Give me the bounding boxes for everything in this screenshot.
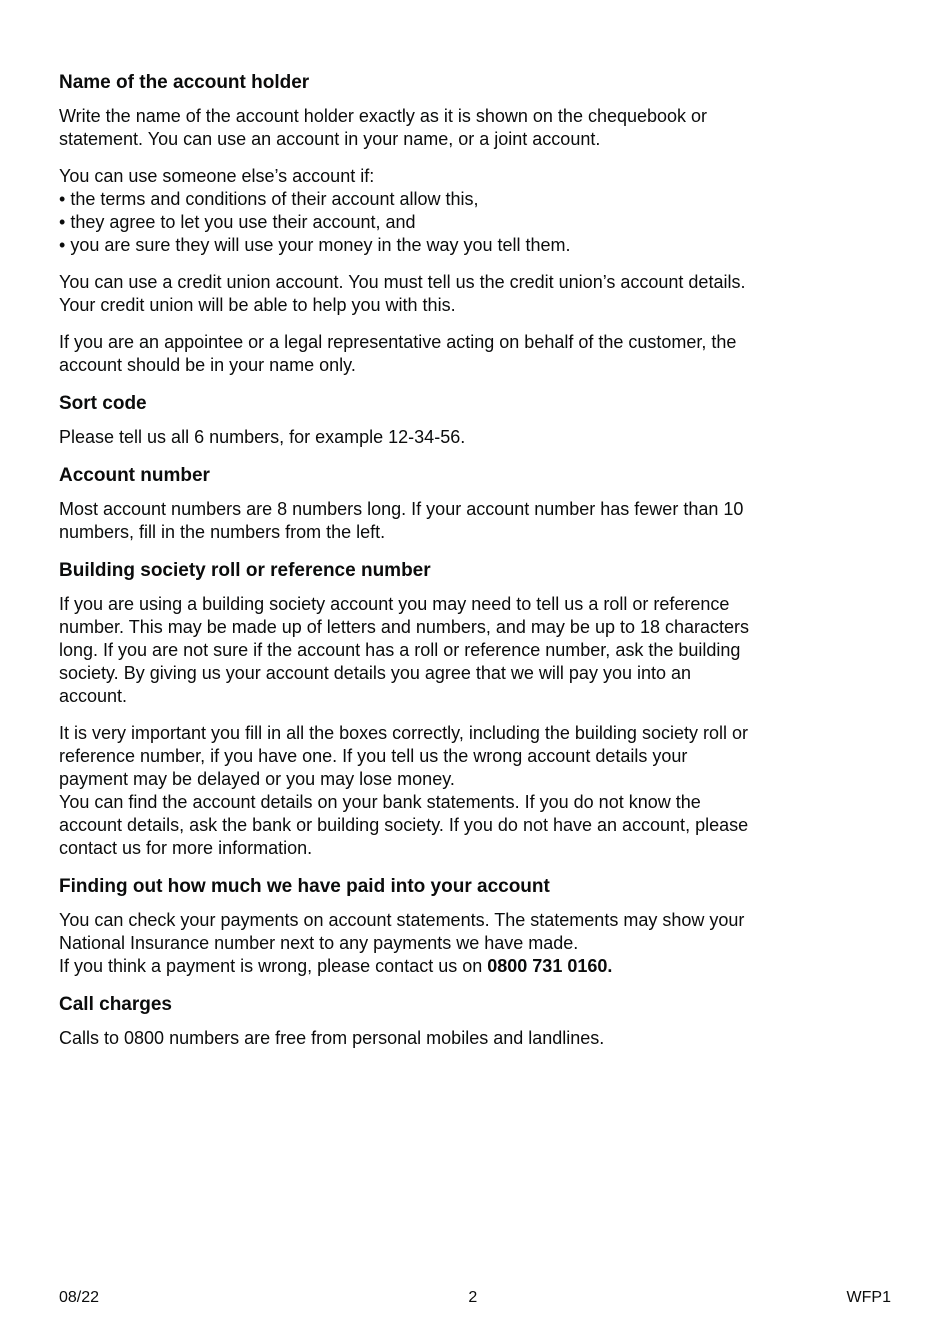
list-item: • they agree to let you use their account, and (59, 211, 759, 234)
building-society-find-details-text: You can find the account details on your bank statements. If you do not know the account details, ask the bank or building society. If you do not have an account, please contact us for more information. (59, 792, 749, 858)
call-charges-paragraph: Calls to 0800 numbers are free from personal mobiles and landlines. (59, 1028, 605, 1048)
section-call-charges (59, 992, 759, 1050)
list-item: • you are sure they will use your money in the way you tell them. (59, 234, 759, 257)
heading-account-holder: Name of the account holder (59, 72, 310, 93)
footer-date: 08/22 (59, 1289, 100, 1306)
building-society-paragraph-1: If you are using a building society account you may need to tell us a roll or reference number. This may be made up of letters and numbers, and may be up to 18 characters long. If you are not sure if the account has a roll or reference number, ask the building society. By giving us your account details you agree that we will pay you into an account. (59, 594, 750, 706)
footer-form-code: WFP1 (846, 1289, 891, 1306)
section-account-number (59, 463, 759, 544)
heading-account-number: Account number (59, 465, 210, 486)
building-society-paragraph-2 (59, 722, 759, 860)
heading-sort-code: Sort code (59, 393, 147, 414)
section-payments (59, 874, 759, 978)
account-holder-paragraph-1: Write the name of the account holder exactly as it is shown on the chequebook or statement. You can use an account in your name, or a joint account. (59, 106, 708, 149)
section-account-holder (59, 70, 759, 377)
account-holder-paragraph-4: If you are an appointee or a legal representative acting on behalf of the customer, the account should be in your name only. (59, 332, 737, 375)
account-holder-paragraph-3: You can use a credit union account. You must tell us the credit union’s account details. Your credit union will be able to help you with this. (59, 272, 746, 315)
building-society-warning-text: It is very important you fill in all the boxes correctly, including the building society roll or reference number, if you have one. If you tell us the wrong account details your payment may be delayed or you may lose money. (59, 723, 748, 789)
payments-statement-text: You can check your payments on account statements. The statements may show your National Insurance number next to any payments we have made. (59, 910, 745, 953)
payments-paragraph (59, 909, 759, 978)
contact-phone-number: 0800 731 0160. (487, 956, 613, 976)
heading-payments: Finding out how much we have paid into your account (59, 876, 550, 897)
sort-code-paragraph: Please tell us all 6 numbers, for example 12-34-56. (59, 427, 466, 447)
account-number-paragraph: Most account numbers are 8 numbers long. If your account number has fewer than 10 numbers, fill in the numbers from the left. (59, 499, 744, 542)
section-building-society (59, 558, 759, 860)
page-footer (59, 1288, 891, 1308)
list-item: • the terms and conditions of their account allow this, (59, 188, 759, 211)
heading-building-society: Building society roll or reference number (59, 560, 431, 581)
footer-page-number: 2 (468, 1289, 478, 1306)
payments-contact-text: If you think a payment is wrong, please contact us on (59, 956, 488, 976)
heading-call-charges: Call charges (59, 994, 172, 1015)
account-holder-paragraph-2: You can use someone else’s account if: (59, 166, 375, 186)
account-holder-conditions-list (59, 188, 759, 257)
section-sort-code (59, 391, 759, 449)
document-page (59, 70, 759, 1064)
